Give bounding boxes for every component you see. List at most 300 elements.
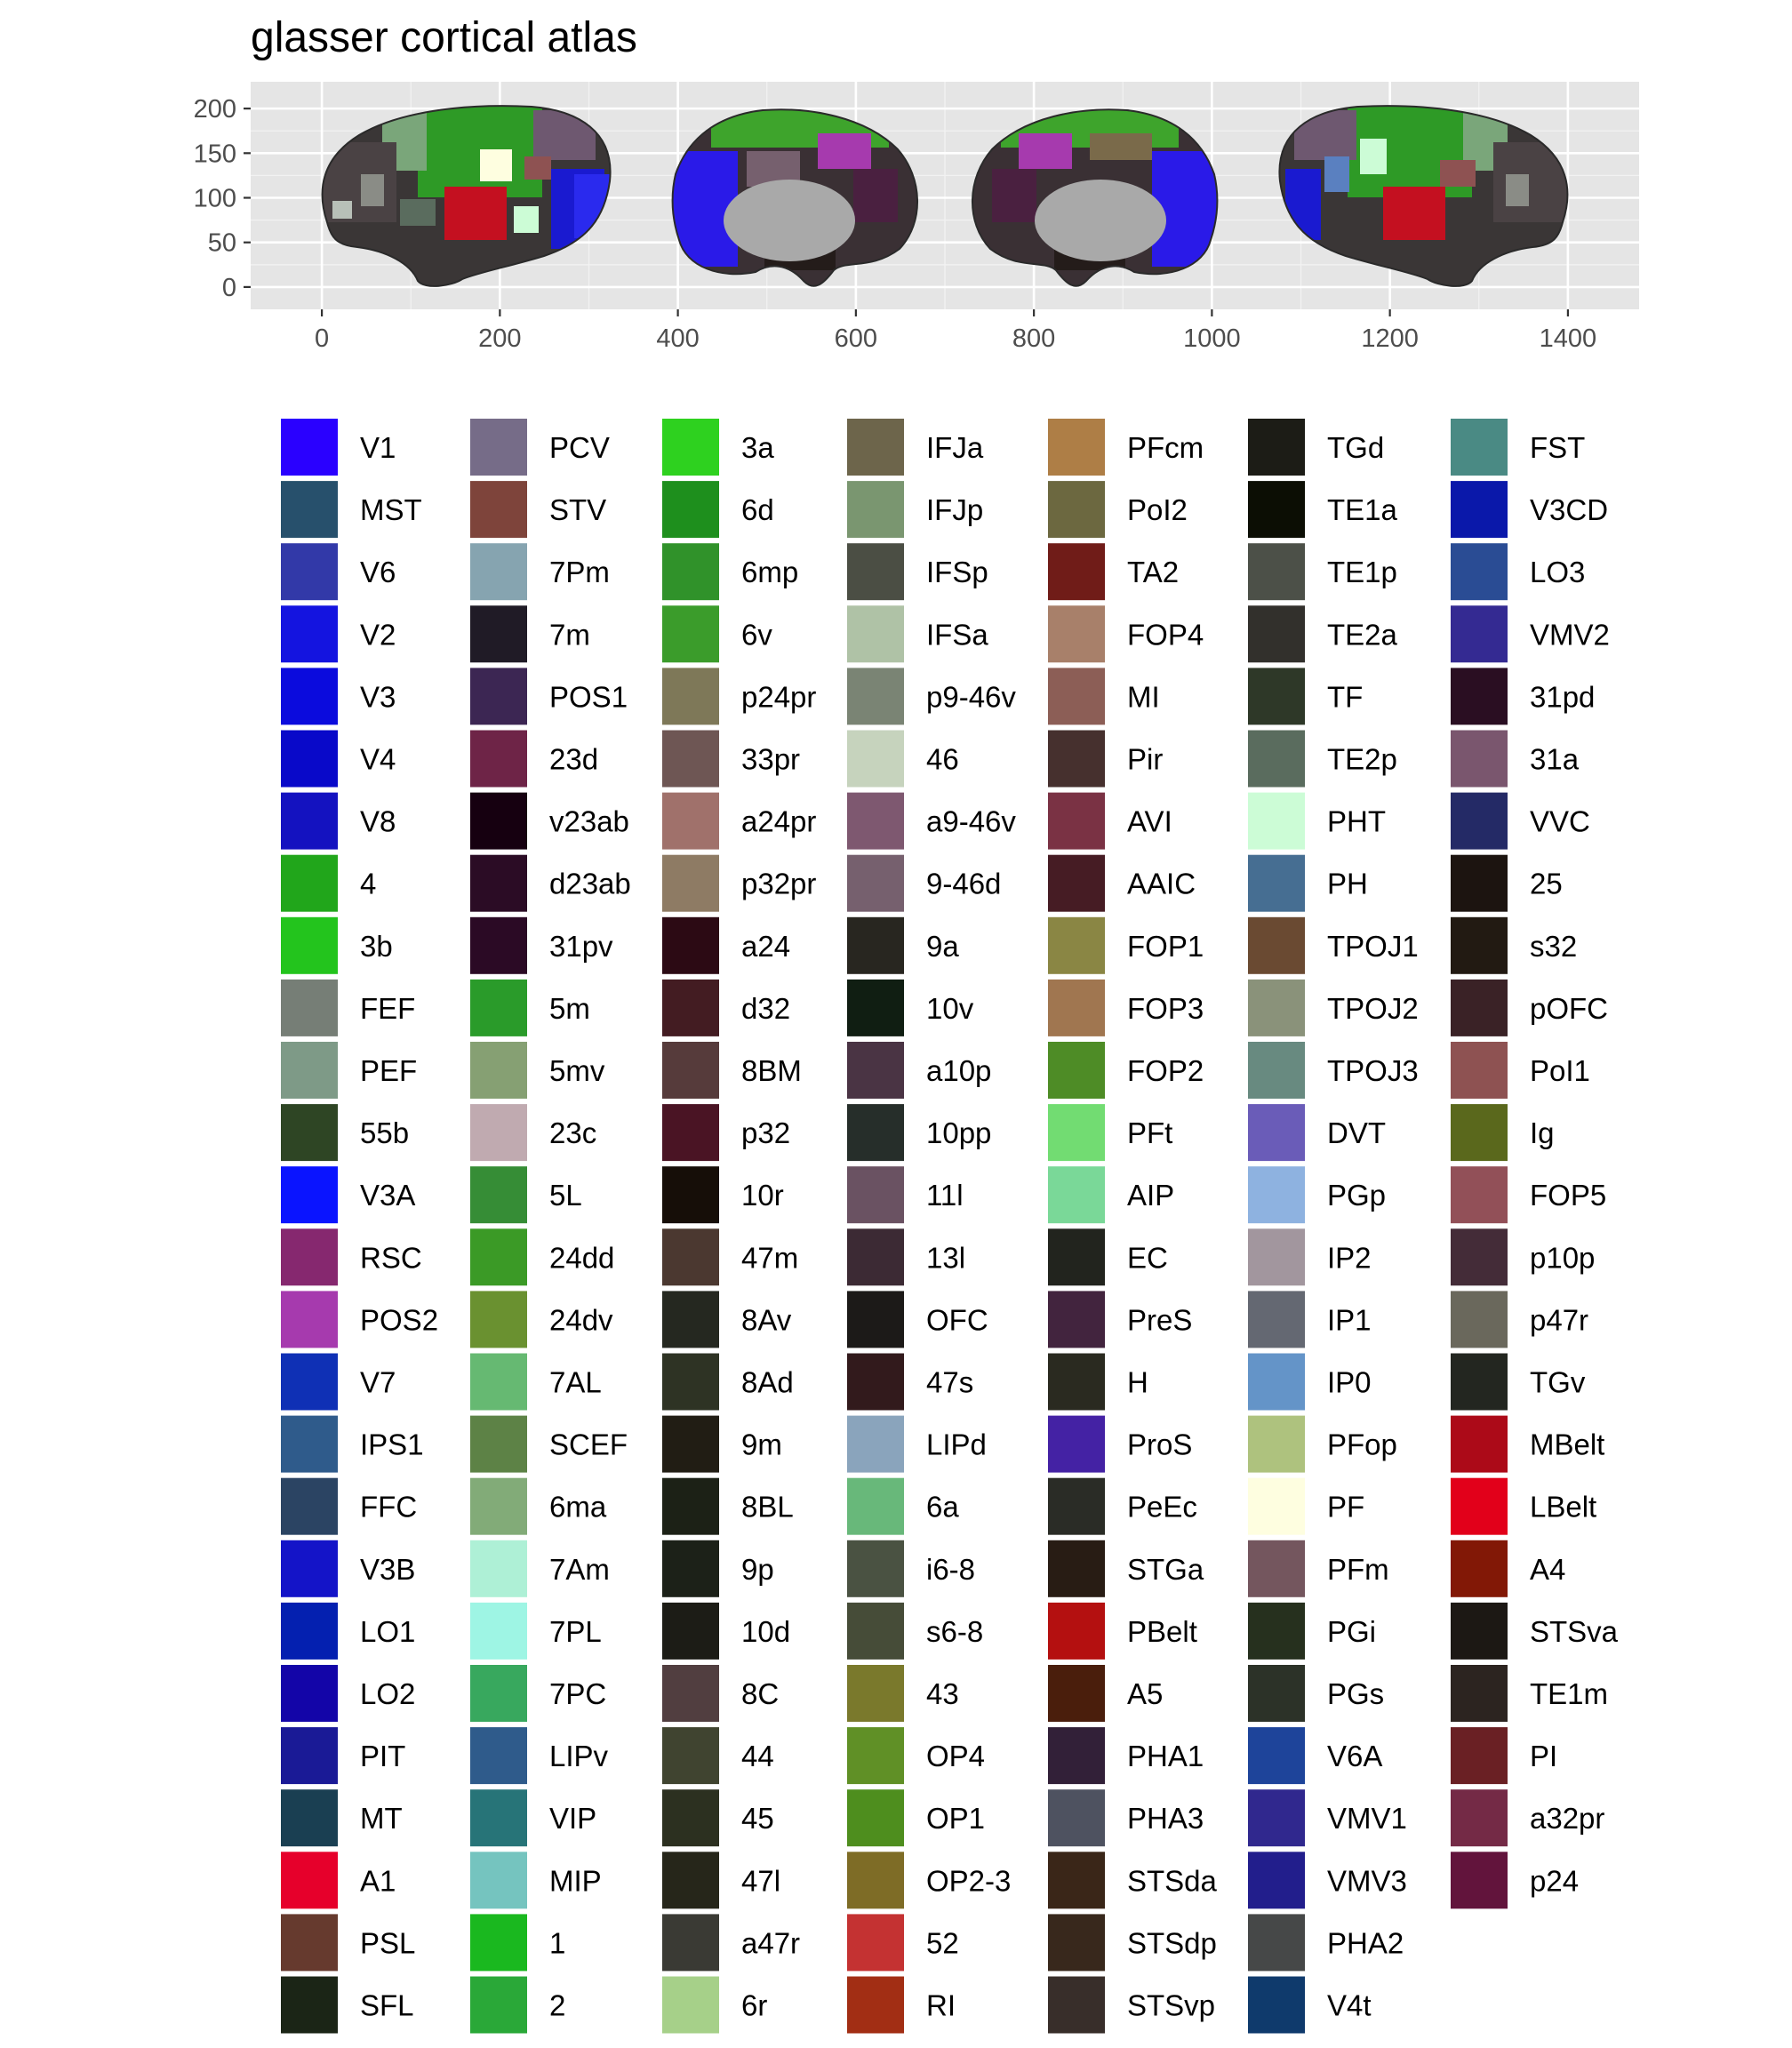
legend-label: A4 (1530, 1552, 1566, 1586)
legend-key (280, 730, 339, 788)
legend-label: OP2-3 (926, 1864, 1012, 1898)
legend-key (846, 1726, 905, 1785)
legend-label: 6r (741, 1988, 768, 2022)
legend-label: V3B (360, 1552, 416, 1586)
legend-key (469, 1290, 528, 1348)
legend-label: TGd (1327, 431, 1385, 464)
legend-key (661, 542, 720, 601)
legend-label: IP2 (1327, 1241, 1372, 1275)
legend-label: a10p (926, 1054, 992, 1087)
legend-key (280, 1913, 339, 1972)
legend-label: STSdp (1127, 1926, 1217, 1960)
legend-label: MT (360, 1802, 403, 1836)
legend-key (469, 418, 528, 476)
legend-key (1047, 1913, 1106, 1972)
legend-key (1047, 480, 1106, 539)
legend-label: PH (1327, 867, 1368, 900)
legend-key (661, 1477, 720, 1536)
legend-label: H (1127, 1365, 1148, 1399)
legend-label: STGa (1127, 1552, 1204, 1586)
x-tick-label: 400 (656, 324, 700, 353)
legend-label: 5L (549, 1179, 582, 1212)
legend-label: VVC (1530, 804, 1590, 838)
legend-key (469, 1913, 528, 1972)
legend-key (1450, 1602, 1508, 1660)
legend-key (846, 1976, 905, 2035)
legend-key (280, 1602, 339, 1660)
legend-key (1247, 1103, 1306, 1162)
legend-label: SFL (360, 1988, 414, 2022)
legend-label: p9-46v (926, 680, 1016, 714)
legend-label: 7AL (549, 1365, 602, 1399)
legend-key (661, 1415, 720, 1474)
legend-key (280, 1103, 339, 1162)
legend-key (280, 1165, 339, 1224)
legend-label: LO1 (360, 1614, 416, 1648)
legend-key (280, 1788, 339, 1847)
legend-label: 3b (360, 929, 393, 963)
legend-key (1450, 854, 1508, 913)
legend-label: TE1m (1530, 1677, 1609, 1710)
legend-label: 8BL (741, 1490, 794, 1524)
legend-key (1450, 1228, 1508, 1286)
legend-key (661, 1041, 720, 1100)
legend-label: 8Av (741, 1303, 792, 1337)
x-axis (315, 309, 1596, 353)
x-tick-label: 1200 (1361, 324, 1419, 353)
legend-key (661, 1726, 720, 1785)
legend-label: 7m (549, 618, 590, 652)
legend-key (1047, 1602, 1106, 1660)
legend-key (846, 1540, 905, 1598)
legend-key (469, 542, 528, 601)
legend-key (1450, 792, 1508, 851)
legend-label: i6-8 (926, 1552, 976, 1586)
legend-key (1247, 1851, 1306, 1909)
legend-key (1247, 1976, 1306, 2035)
legend-label: 6a (926, 1490, 959, 1524)
legend-label: pOFC (1530, 991, 1609, 1025)
legend-label: 9a (926, 929, 959, 963)
legend-key (1047, 1103, 1106, 1162)
legend-key (280, 1228, 339, 1286)
legend-key (1047, 1228, 1106, 1286)
legend-label: PHA1 (1127, 1740, 1204, 1773)
legend-key (846, 542, 905, 601)
x-tick-label: 800 (1012, 324, 1056, 353)
legend-label: 7Pm (549, 556, 610, 589)
legend-key (1047, 418, 1106, 476)
legend-key (1047, 542, 1106, 601)
legend-label: DVT (1327, 1116, 1386, 1150)
legend-label: 5mv (549, 1054, 605, 1087)
legend-key (1247, 1353, 1306, 1412)
legend-key (469, 1165, 528, 1224)
legend-key (661, 1851, 720, 1909)
legend-key (661, 1165, 720, 1224)
legend-label: 23d (549, 742, 599, 776)
legend-label: TE1p (1327, 556, 1397, 589)
legend-label: TPOJ3 (1327, 1054, 1419, 1087)
legend-key (1450, 1165, 1508, 1224)
legend-key (280, 480, 339, 539)
legend-key (1047, 1788, 1106, 1847)
legend-key (1047, 667, 1106, 725)
legend-label: 6v (741, 618, 772, 652)
legend-key (1450, 979, 1508, 1037)
legend-key (1450, 480, 1508, 539)
legend-key (661, 1602, 720, 1660)
legend-key (846, 1415, 905, 1474)
legend-key (1450, 1851, 1508, 1909)
legend-key (1047, 854, 1106, 913)
legend-label: A1 (360, 1864, 396, 1898)
legend-key (469, 1353, 528, 1412)
legend-label: s6-8 (926, 1614, 984, 1648)
legend-label: MI (1127, 680, 1160, 714)
legend-key (469, 792, 528, 851)
legend-label: p32 (741, 1116, 791, 1150)
legend-key (1450, 1415, 1508, 1474)
legend-label: FOP3 (1127, 991, 1204, 1025)
legend-label: FOP1 (1127, 929, 1204, 963)
legend-label: 10pp (926, 1116, 992, 1150)
legend-label: p32pr (741, 867, 817, 900)
legend-label: 5m (549, 991, 590, 1025)
legend-key (661, 1976, 720, 2035)
legend-label: d23ab (549, 867, 631, 900)
legend-key (1247, 1540, 1306, 1598)
legend-key (280, 1415, 339, 1474)
legend-key (661, 916, 720, 975)
legend-label: MST (360, 493, 422, 527)
legend-key (1047, 730, 1106, 788)
legend-label: TA2 (1127, 556, 1180, 589)
legend-key (469, 1477, 528, 1536)
legend-key (469, 1726, 528, 1785)
legend-label: V8 (360, 804, 396, 838)
y-tick-label: 50 (207, 228, 236, 258)
legend-label: p47r (1530, 1303, 1589, 1337)
legend-label: p24pr (741, 680, 817, 714)
legend-key (661, 1103, 720, 1162)
legend-label: PCV (549, 431, 610, 464)
legend-label: a24 (741, 929, 791, 963)
legend-label: TE2a (1327, 618, 1397, 652)
legend-key (280, 1477, 339, 1536)
legend-label: V3 (360, 680, 396, 714)
legend-key (846, 1228, 905, 1286)
legend-label: TPOJ2 (1327, 991, 1419, 1025)
legend-label: Pir (1127, 742, 1164, 776)
legend-key (469, 730, 528, 788)
legend-label: a9-46v (926, 804, 1016, 838)
legend-label: FOP5 (1530, 1179, 1607, 1212)
legend-label: V3A (360, 1179, 416, 1212)
legend-key (846, 1788, 905, 1847)
legend-label: 47s (926, 1365, 974, 1399)
legend-label: V4t (1327, 1988, 1372, 2022)
legend-label: TF (1327, 680, 1364, 714)
legend-key (1450, 1726, 1508, 1785)
legend-label: 8Ad (741, 1365, 794, 1399)
legend-label: TPOJ1 (1327, 929, 1419, 963)
legend-label: V7 (360, 1365, 396, 1399)
x-tick-label: 1000 (1183, 324, 1241, 353)
legend-label: 31pv (549, 929, 613, 963)
legend-key (280, 542, 339, 601)
legend-label: VMV1 (1327, 1802, 1407, 1836)
legend-label: 1 (549, 1926, 566, 1960)
legend-key (1047, 1976, 1106, 2035)
legend-key (1450, 1353, 1508, 1412)
y-tick-label: 100 (193, 184, 236, 213)
legend-label: 9p (741, 1552, 774, 1586)
legend-key (280, 792, 339, 851)
legend-key (846, 792, 905, 851)
legend-label: p24 (1530, 1864, 1580, 1898)
legend-key (846, 1103, 905, 1162)
legend-label: 10r (741, 1179, 784, 1212)
legend-label: LIPv (549, 1740, 609, 1773)
legend-label: 2 (549, 1988, 566, 2022)
legend-key (661, 667, 720, 725)
legend-label: 3a (741, 431, 774, 464)
legend-key (1450, 1041, 1508, 1100)
legend-key (280, 1353, 339, 1412)
legend-key (1247, 1165, 1306, 1224)
legend-key (280, 1851, 339, 1909)
legend-label: IFSa (926, 618, 988, 652)
legend-label: 10v (926, 991, 974, 1025)
legend-key (280, 667, 339, 725)
legend-label: STSvp (1127, 1988, 1216, 2022)
legend-key (1450, 1290, 1508, 1348)
legend-label: 46 (926, 742, 959, 776)
legend-label: 7Am (549, 1552, 610, 1586)
legend-label: 9-46d (926, 867, 1002, 900)
legend-key (661, 418, 720, 476)
legend-key (469, 1602, 528, 1660)
legend-label: MBelt (1530, 1428, 1605, 1461)
legend-label: 13l (926, 1241, 966, 1275)
legend-key (661, 1228, 720, 1286)
legend-key (846, 1290, 905, 1348)
legend-label: 31pd (1530, 680, 1596, 714)
legend-key (1247, 604, 1306, 663)
legend-label: p10p (1530, 1241, 1596, 1275)
legend-key (661, 1353, 720, 1412)
legend-label: 33pr (741, 742, 801, 776)
legend-key (661, 1290, 720, 1348)
x-tick-label: 600 (834, 324, 878, 353)
legend-key (469, 854, 528, 913)
legend-label: IFJp (926, 493, 984, 527)
legend-label: d32 (741, 991, 791, 1025)
legend-key (1047, 1477, 1106, 1536)
legend-label: LO2 (360, 1677, 416, 1710)
legend-key (1247, 1788, 1306, 1847)
legend-label: 9m (741, 1428, 782, 1461)
legend-key (846, 1041, 905, 1100)
legend-label: LIPd (926, 1428, 987, 1461)
legend-label: PoI2 (1127, 493, 1188, 527)
legend-key (280, 854, 339, 913)
legend-label: FFC (360, 1490, 418, 1524)
legend-label: a32pr (1530, 1802, 1605, 1836)
legend-label: V1 (360, 431, 396, 464)
legend-key (1247, 667, 1306, 725)
legend-label: PIT (360, 1740, 406, 1773)
legend-label: 7PL (549, 1614, 602, 1648)
legend-key (469, 1664, 528, 1723)
legend-label: TGv (1530, 1365, 1586, 1399)
legend-label: STSda (1127, 1864, 1217, 1898)
legend-label: 45 (741, 1802, 774, 1836)
legend-label: VIP (549, 1802, 597, 1836)
legend-key (846, 1353, 905, 1412)
legend-label: 6d (741, 493, 774, 527)
legend-key (1247, 1602, 1306, 1660)
legend-label: PHA2 (1327, 1926, 1404, 1960)
legend-label: Ig (1530, 1116, 1555, 1150)
legend-key (1450, 418, 1508, 476)
legend-label: AAIC (1127, 867, 1196, 900)
legend-label: 7PC (549, 1677, 607, 1710)
legend-label: IP1 (1327, 1303, 1372, 1337)
legend-key (1247, 1477, 1306, 1536)
legend-label: FEF (360, 991, 416, 1025)
legend-key (469, 480, 528, 539)
legend-label: IPS1 (360, 1428, 424, 1461)
legend-label: EC (1127, 1241, 1168, 1275)
legend-label: IP0 (1327, 1365, 1372, 1399)
legend-label: PI (1530, 1740, 1558, 1773)
legend-label: 6mp (741, 556, 799, 589)
legend-key (1450, 916, 1508, 975)
legend-label: PGs (1327, 1677, 1385, 1710)
legend-key (1450, 542, 1508, 601)
legend-label: PFop (1327, 1428, 1397, 1461)
legend-key (661, 1540, 720, 1598)
legend-label: 4 (360, 867, 377, 900)
legend-key (661, 979, 720, 1037)
legend-label: PF (1327, 1490, 1365, 1524)
legend-key (661, 1788, 720, 1847)
legend-key (469, 1788, 528, 1847)
legend-label: 8C (741, 1677, 780, 1710)
legend-label: PoI1 (1530, 1054, 1590, 1087)
legend-label: VMV2 (1530, 618, 1610, 652)
chart-title: glasser cortical atlas (251, 14, 637, 61)
legend-key (1047, 979, 1106, 1037)
legend-label: 52 (926, 1926, 959, 1960)
x-tick-label: 0 (315, 324, 330, 353)
legend-key (1247, 730, 1306, 788)
legend-key (280, 916, 339, 975)
legend-key (1247, 916, 1306, 975)
legend-key (1450, 1664, 1508, 1723)
legend-key (1247, 979, 1306, 1037)
legend-label: OFC (926, 1303, 988, 1337)
legend-key (469, 1976, 528, 2035)
y-axis (194, 95, 251, 302)
legend-key (846, 604, 905, 663)
legend-label: 11l (926, 1179, 964, 1212)
legend-label: V4 (360, 742, 396, 776)
legend-key (1047, 1165, 1106, 1224)
legend-label: POS1 (549, 680, 628, 714)
legend-label: 8BM (741, 1054, 802, 1087)
legend-label: SCEF (549, 1428, 628, 1461)
y-tick-label: 0 (221, 273, 236, 302)
legend-key (469, 916, 528, 975)
legend-label: PFt (1127, 1116, 1173, 1150)
legend-key (469, 1103, 528, 1162)
legend-key (661, 1913, 720, 1972)
legend-label: PEF (360, 1054, 418, 1087)
legend-key (1247, 480, 1306, 539)
legend-key (469, 1228, 528, 1286)
legend-key (846, 1664, 905, 1723)
legend-label: PHA3 (1127, 1802, 1204, 1836)
legend-label: PSL (360, 1926, 416, 1960)
legend-label: V6 (360, 556, 396, 589)
legend-key (846, 480, 905, 539)
legend-key (280, 1664, 339, 1723)
legend-label: 44 (741, 1740, 774, 1773)
legend-key (846, 979, 905, 1037)
y-tick-label: 150 (193, 140, 236, 169)
legend-key (1047, 1041, 1106, 1100)
legend-key (469, 979, 528, 1037)
legend-label: IFJa (926, 431, 984, 464)
legend-label: OP4 (926, 1740, 986, 1773)
legend-key (846, 854, 905, 913)
legend-label: FOP2 (1127, 1054, 1204, 1087)
legend-key (1247, 1664, 1306, 1723)
legend-key (846, 1913, 905, 1972)
legend-label: PBelt (1127, 1614, 1197, 1648)
legend-key (1247, 1041, 1306, 1100)
legend-key (1450, 667, 1508, 725)
legend-key (1247, 1913, 1306, 1972)
legend-label: a47r (741, 1926, 801, 1960)
legend-key (280, 1540, 339, 1598)
y-tick-label: 200 (193, 95, 236, 124)
legend-key (1247, 1228, 1306, 1286)
legend-key (1047, 1726, 1106, 1785)
legend-key (1450, 1788, 1508, 1847)
legend-key (846, 1602, 905, 1660)
legend-key (1247, 854, 1306, 913)
legend-key (846, 1477, 905, 1536)
legend-label: PreS (1127, 1303, 1193, 1337)
legend-label: IFSp (926, 556, 988, 589)
legend-key (1047, 604, 1106, 663)
legend-key (469, 667, 528, 725)
legend-label: FST (1530, 431, 1586, 464)
legend-key (1047, 1415, 1106, 1474)
legend-label: V2 (360, 618, 396, 652)
legend-label: 31a (1530, 742, 1580, 776)
legend-label: ProS (1127, 1428, 1193, 1461)
legend (280, 418, 1619, 2035)
legend-label: 47l (741, 1864, 781, 1898)
legend-key (1047, 1664, 1106, 1723)
legend-key (280, 604, 339, 663)
legend-label: STV (549, 493, 607, 527)
